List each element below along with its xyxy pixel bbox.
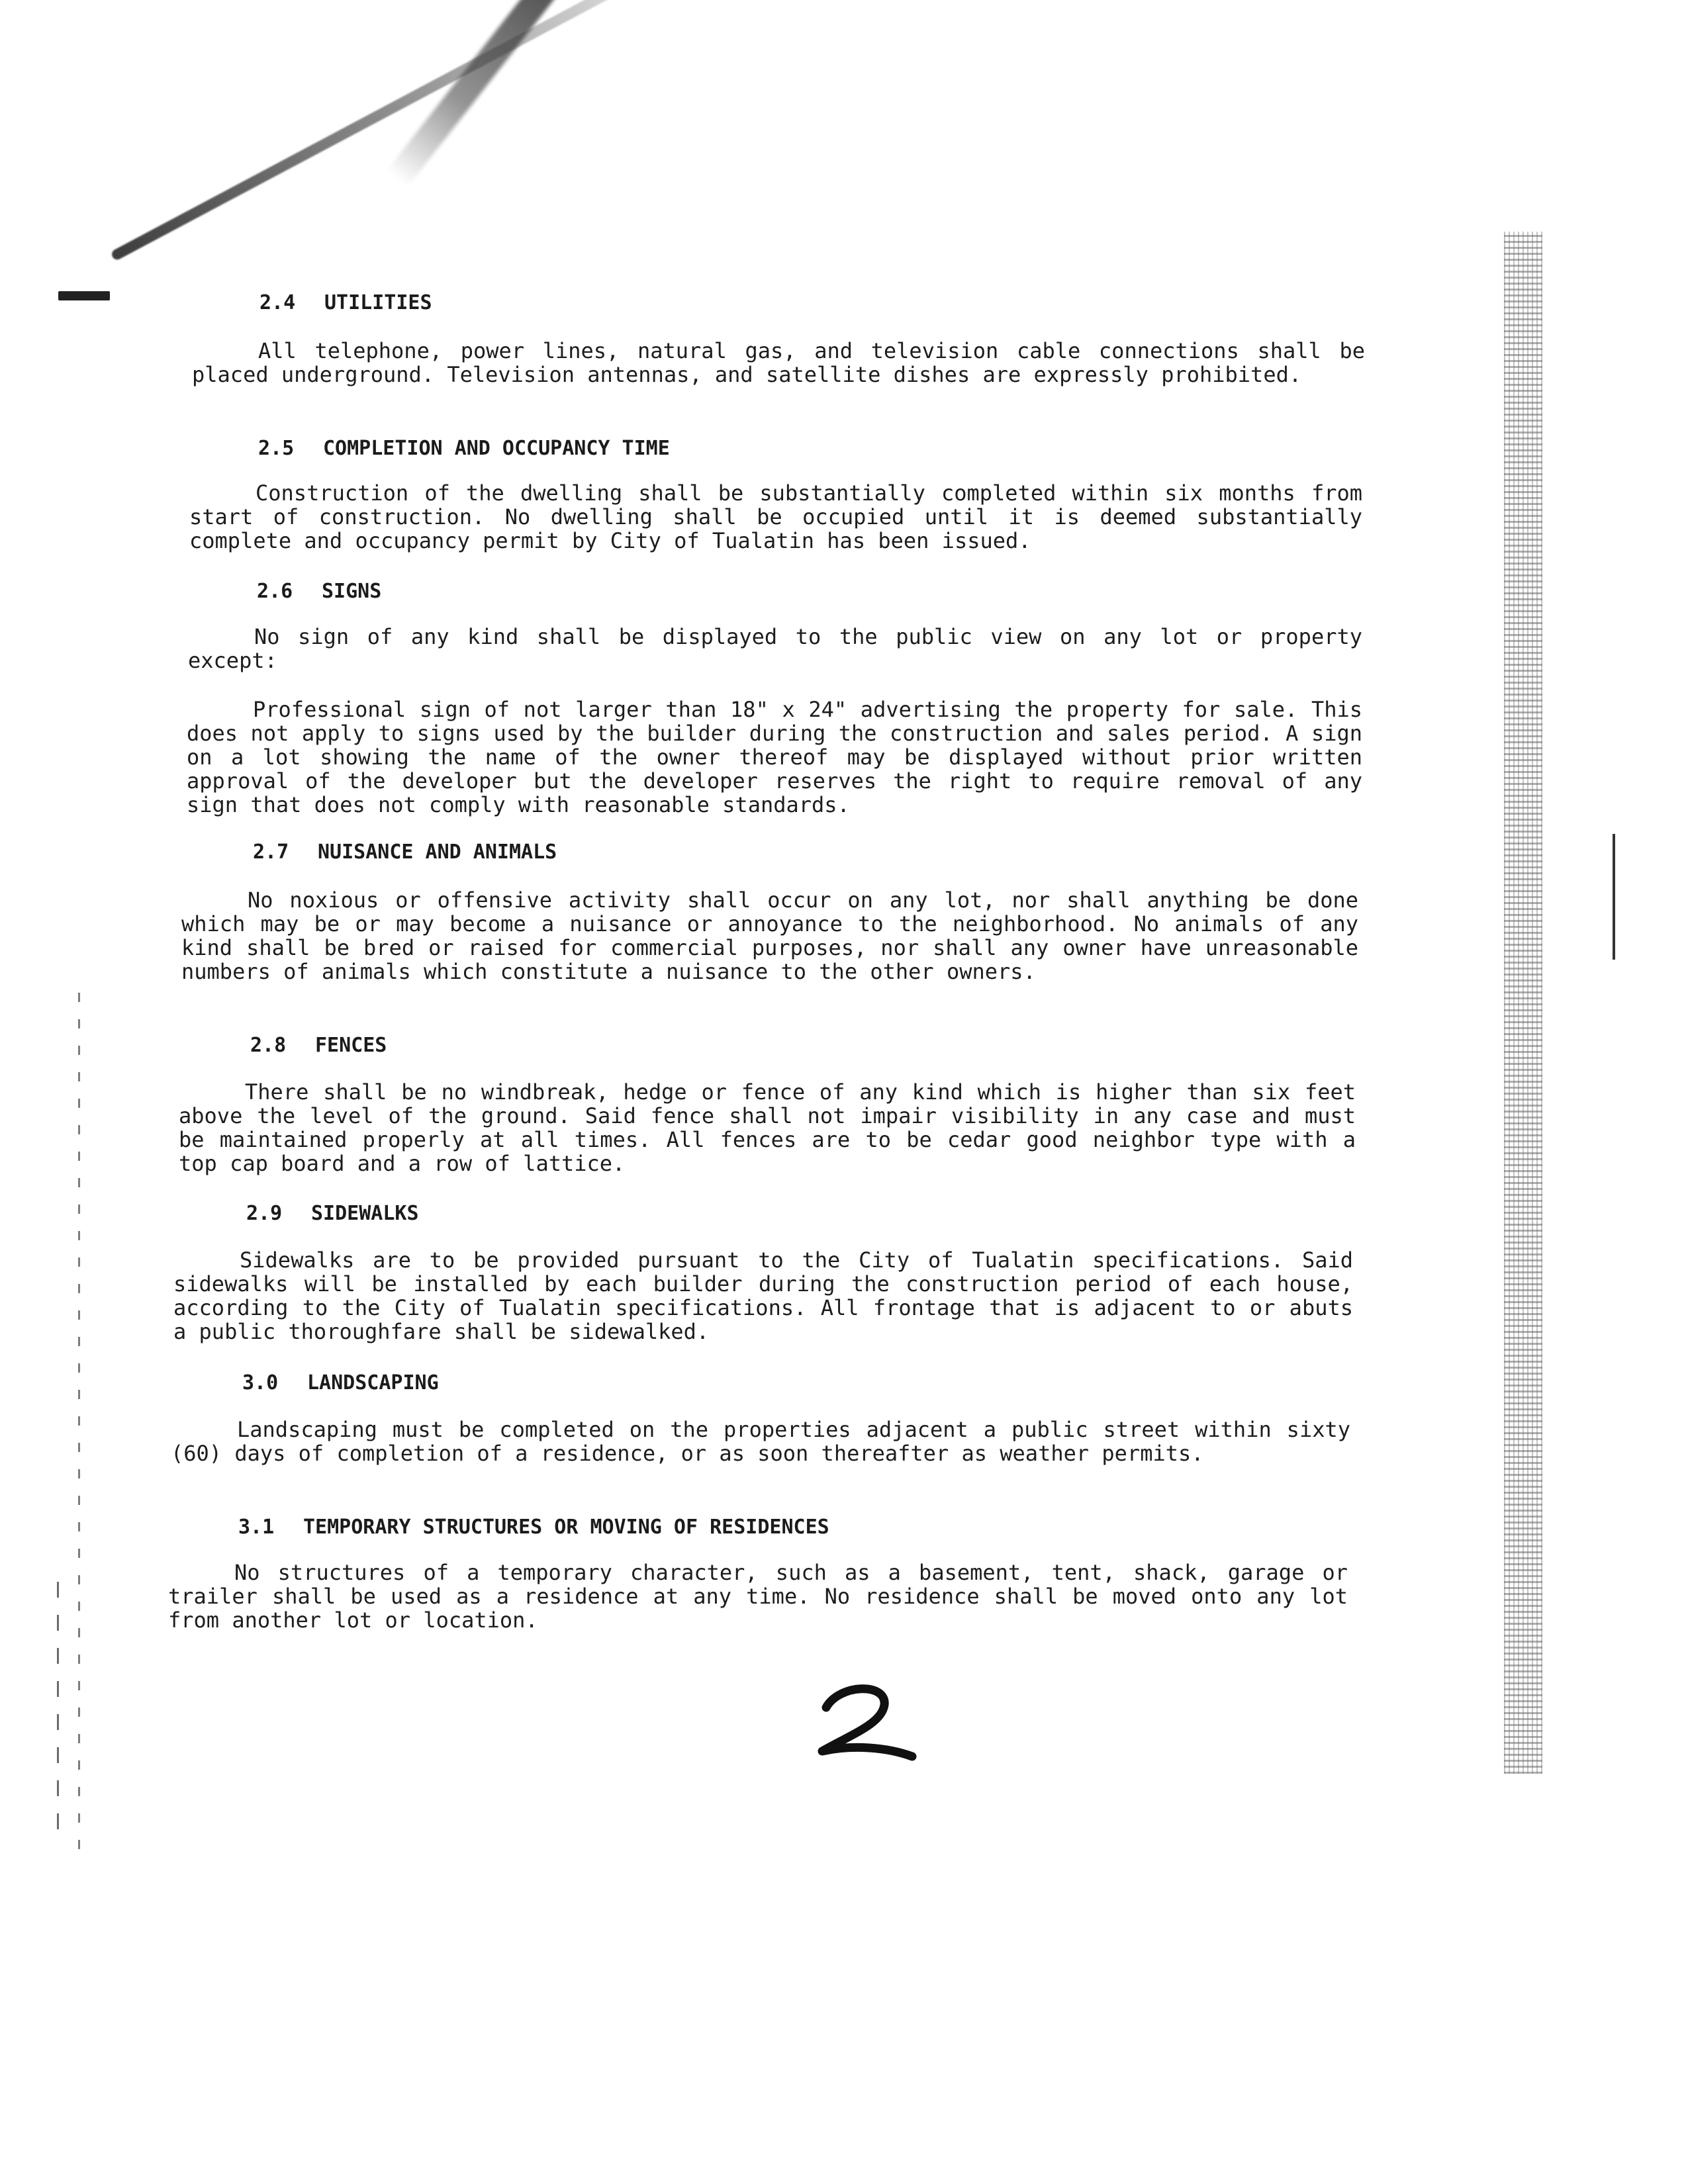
section-heading-2-6 [257, 580, 381, 603]
section-body-2-6-exception: Professional sign of not larger than 18" x 24" advertising the property for sale. This does not apply to signs used by the builder during the construction and sales period. A sign on a lot showing the name of the owner thereof may be displayed without prior written approval of the developer but the developer reserves the right to require removal of any sign that does not comply with reasonable standards. [187, 697, 1362, 817]
section-title: TEMPORARY STRUCTURES OR MOVING OF RESIDENCES [303, 1516, 829, 1539]
section-number: 2.8 [250, 1034, 287, 1057]
section-body-2-6: No sign of any kind shall be displayed to the public view on any lot or property except: [188, 624, 1362, 673]
section-body-3-0: Landscaping must be completed on the properties adjacent a public street within sixty (60) days of completion of a residence, or as soon thereafter as weather permits. [171, 1417, 1350, 1466]
section-number: 2.7 [253, 841, 289, 864]
section-body-2-7: No noxious or offensive activity shall occur on any lot, nor shall anything be done which may be or may become a nuisance or annoyance to the neighborhood. No animals of any kind shall be bred or raised for commercial purposes, nor shall any owner have unreasonable numbers of animals which constitute a nuisance to the other owners. [181, 887, 1358, 984]
section-heading-2-7 [253, 841, 557, 864]
scan-right-edge-noise [1504, 232, 1542, 1774]
section-number: 2.4 [259, 291, 296, 314]
section-title: FENCES [315, 1034, 387, 1057]
section-title: UTILITIES [324, 291, 432, 314]
section-title: NUISANCE AND ANIMALS [318, 841, 557, 864]
scan-left-edge-noise-secondary [57, 1582, 59, 1833]
section-number: 2.6 [257, 580, 293, 603]
section-title: LANDSCAPING [307, 1371, 439, 1394]
section-title: COMPLETION AND OCCUPANCY TIME [323, 437, 670, 460]
section-heading-2-4 [259, 291, 432, 314]
section-body-2-9: Sidewalks are to be provided pursuant to the City of Tualatin specifications. Said sidewalks will be installed by each builder during the construction period of each house, according to the City of Tualatin specifications. All frontage that is adjacent to or abuts a public thoroughfare shall be sidewalked. [173, 1248, 1353, 1344]
handwritten-page-number [813, 1682, 919, 1762]
section-body-2-5: Construction of the dwelling shall be substantially completed within six months from start of construction. No dwelling shall be occupied until it is deemed substantially complete and occupancy permit by City of Tualatin has been issued. [189, 480, 1362, 553]
section-number: 2.5 [258, 437, 295, 460]
section-heading-2-5 [258, 437, 670, 460]
section-heading-3-1 [238, 1516, 829, 1539]
section-body-2-4: All telephone, power lines, natural gas, and television cable connections shall be placed underground. Television antennas, and satellite dishes are expressly prohibited. [192, 338, 1365, 387]
section-title: SIGNS [322, 580, 382, 603]
section-body-2-8: There shall be no windbreak, hedge or fence of any kind which is higher than six feet above the level of the ground. Said fence shall not impair visibility in any case and must be maintained properly at all times. All fences are to be cedar good neighbor type with a top cap board and a row of lattice. [179, 1079, 1356, 1176]
scan-streak-artifact [110, 0, 676, 261]
section-heading-3-0 [242, 1371, 439, 1394]
section-number: 3.0 [242, 1371, 279, 1394]
section-number: 3.1 [238, 1516, 275, 1539]
section-body-3-1: No structures of a temporary character, such as a basement, tent, shack, garage or trailer shall be used as a residence at any time. No residence shall be moved onto any lot from another lot or location. [168, 1560, 1348, 1633]
section-heading-2-8 [250, 1034, 387, 1057]
scan-left-edge-noise [78, 993, 80, 1853]
section-number: 2.9 [246, 1202, 283, 1225]
section-title: SIDEWALKS [311, 1202, 419, 1225]
scan-right-edge-line [1613, 834, 1615, 960]
scan-corner-mark [58, 291, 110, 300]
section-heading-2-9 [246, 1202, 419, 1225]
